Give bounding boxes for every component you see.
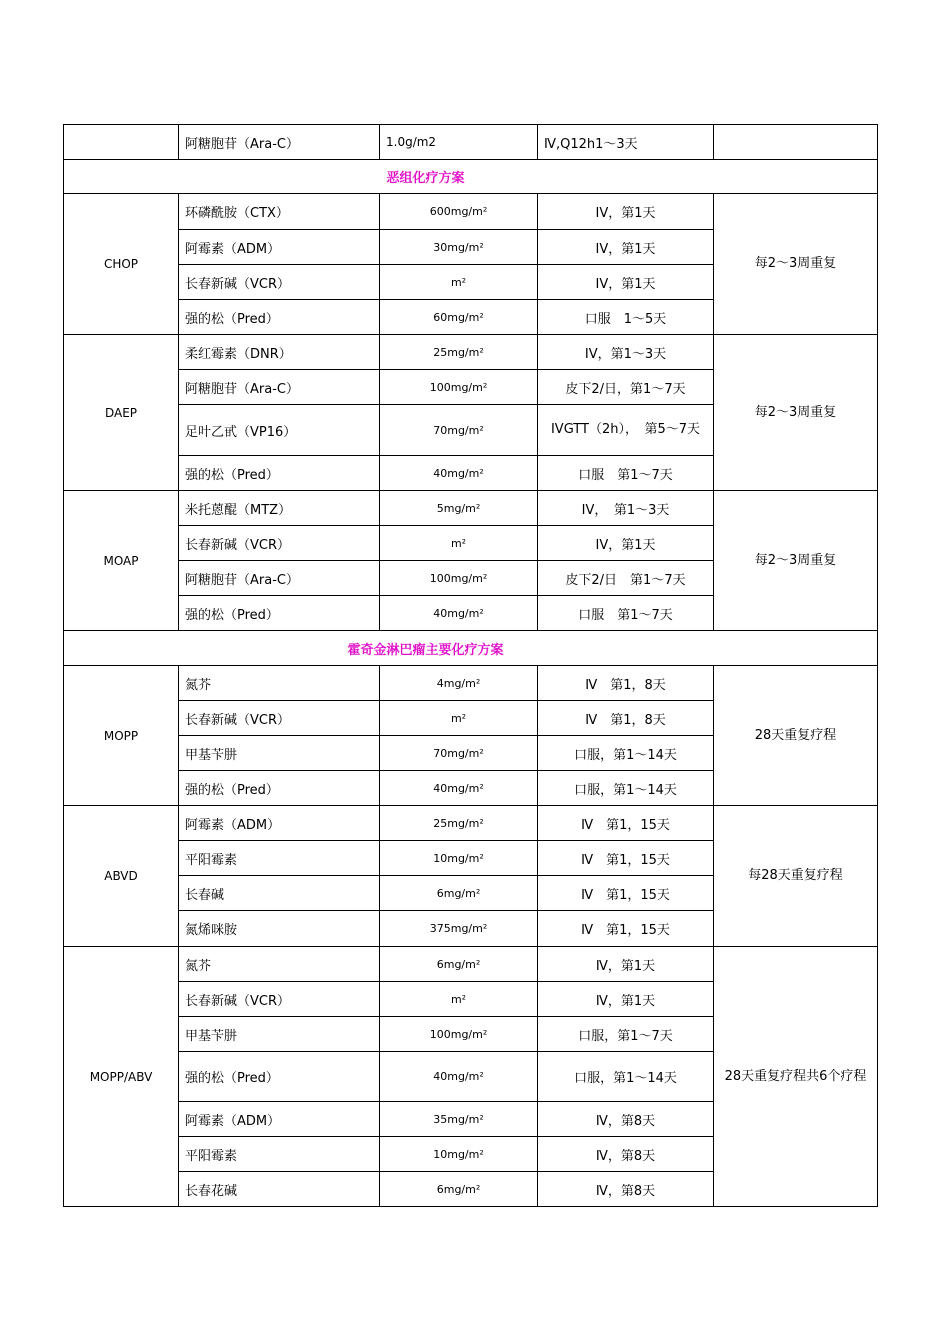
drug-cell: 氮烯咪胺 — [179, 911, 380, 947]
table-row — [64, 666, 878, 701]
drug-cell: 强的松（Pred） — [179, 771, 380, 806]
regimen-name: MOPP — [64, 666, 179, 806]
dose-cell: 6mg/m² — [380, 1172, 538, 1207]
dose-cell: 10mg/m² — [380, 1137, 538, 1172]
route-cell: 皮下2/日 第1～7天 — [538, 561, 714, 596]
route-cell: 口服 第1～7天 — [538, 596, 714, 631]
drug-cell: 平阳霉素 — [179, 1137, 380, 1172]
route-cell: Ⅳ 第1，15天 — [538, 876, 714, 911]
section-header-row — [64, 631, 878, 666]
route-cell: 口服，第1～7天 — [538, 1017, 714, 1052]
drug-cell: 米托蒽醌（MTZ） — [179, 491, 380, 526]
route-cell: 皮下2/日，第1～7天 — [538, 370, 714, 405]
route-cell: Ⅳ，第8天 — [538, 1137, 714, 1172]
route-cell: 口服 第1～7天 — [538, 456, 714, 491]
route-cell: 口服，第1～14天 — [538, 736, 714, 771]
route-cell: Ⅳ，第1天 — [538, 947, 714, 982]
dose-cell: 70mg/m² — [380, 736, 538, 771]
dose-cell: 6mg/m² — [380, 876, 538, 911]
drug-cell: 平阳霉素 — [179, 841, 380, 876]
route-cell: IV， 第1～3天 — [538, 491, 714, 526]
route-cell: IV，第1～3天 — [538, 335, 714, 370]
dose-cell: 40mg/m² — [380, 596, 538, 631]
dose-cell: 35mg/m² — [380, 1102, 538, 1137]
drug-cell: 柔红霉素（DNR） — [179, 335, 380, 370]
drug-cell: 长春新碱（VCR） — [179, 982, 380, 1017]
drug-cell: 强的松（Pred） — [179, 1052, 380, 1102]
regimen-name: MOAP — [64, 491, 179, 631]
route-cell: Ⅳ,Q12h1～3天 — [538, 125, 714, 160]
dose-cell: 25mg/m² — [380, 806, 538, 841]
route-cell: Ⅳ 第1，8天 — [538, 666, 714, 701]
table-row — [64, 806, 878, 841]
cycle-cell: 每2～3周重复 — [714, 194, 878, 335]
drug-cell: 氮芥 — [179, 947, 380, 982]
dose-cell: 100mg/m² — [380, 561, 538, 596]
route-cell: IV，第1天 — [538, 265, 714, 300]
route-cell: 口服，第1～14天 — [538, 1052, 714, 1102]
dose-cell: 60mg/m² — [380, 300, 538, 335]
drug-cell: 长春花碱 — [179, 1172, 380, 1207]
dose-cell: 5mg/m² — [380, 491, 538, 526]
regimen-name: ABVD — [64, 806, 179, 947]
dose-cell: 30mg/m² — [380, 230, 538, 265]
dose-cell: 10mg/m² — [380, 841, 538, 876]
route-cell: Ⅳ，第1天 — [538, 982, 714, 1017]
route-cell: Ⅳ 第1，15天 — [538, 806, 714, 841]
drug-cell: 阿霉素（ADM） — [179, 1102, 380, 1137]
drug-cell: 强的松（Pred） — [179, 596, 380, 631]
dose-cell: 40mg/m² — [380, 771, 538, 806]
dose-cell: 40mg/m² — [380, 456, 538, 491]
dose-cell: 70mg/m² — [380, 405, 538, 456]
drug-cell: 长春碱 — [179, 876, 380, 911]
dose-cell: 6mg/m² — [380, 947, 538, 982]
drug-cell: 阿糖胞苷（Ara-C） — [179, 125, 380, 160]
drug-cell: 阿霉素（ADM） — [179, 230, 380, 265]
dose-cell: m² — [380, 526, 538, 561]
drug-cell: 氮芥 — [179, 666, 380, 701]
cycle-cell — [714, 125, 878, 160]
dose-cell: m² — [380, 701, 538, 736]
table-row — [64, 194, 878, 230]
cycle-cell: 28天重复疗程 — [714, 666, 878, 806]
drug-cell: 甲基苄肼 — [179, 736, 380, 771]
dose-cell: 600mg/m² — [380, 194, 538, 230]
regimen-name: MOPP/ABV — [64, 947, 179, 1207]
dose-cell: 375mg/m² — [380, 911, 538, 947]
dose-cell: 40mg/m² — [380, 1052, 538, 1102]
regimen-name-cell — [64, 125, 179, 160]
route-cell: Ⅳ 第1，8天 — [538, 701, 714, 736]
dose-cell: m² — [380, 982, 538, 1017]
drug-cell: 环磷酰胺（CTX） — [179, 194, 380, 230]
cycle-cell: 每2～3周重复 — [714, 491, 878, 631]
section-title: 霍奇金淋巴瘤主要化疗方案 — [64, 631, 878, 666]
dose-cell: 25mg/m² — [380, 335, 538, 370]
route-cell: Ⅳ，第8天 — [538, 1102, 714, 1137]
route-cell: IV，第1天 — [538, 194, 714, 230]
drug-cell: 足叶乙甙（VP16） — [179, 405, 380, 456]
drug-cell: 长春新碱（VCR） — [179, 526, 380, 561]
regimen-name: CHOP — [64, 194, 179, 335]
drug-cell: 阿糖胞苷（Ara-C） — [179, 561, 380, 596]
drug-cell: 强的松（Pred） — [179, 456, 380, 491]
dose-cell: 100mg/m² — [380, 1017, 538, 1052]
drug-cell: 长春新碱（VCR） — [179, 701, 380, 736]
regimen-name: DAEP — [64, 335, 179, 491]
dose-cell: 1.0g/m2 — [380, 125, 538, 160]
cycle-cell: 每2～3周重复 — [714, 335, 878, 491]
dose-cell: m² — [380, 265, 538, 300]
drug-cell: 阿霉素（ADM） — [179, 806, 380, 841]
section-title: 恶组化疗方案 — [64, 160, 878, 194]
route-cell: IV，第1天 — [538, 526, 714, 561]
table-row — [64, 947, 878, 982]
drug-cell: 甲基苄肼 — [179, 1017, 380, 1052]
table-row — [64, 125, 878, 160]
route-cell: Ⅳ 第1，15天 — [538, 841, 714, 876]
chemotherapy-regimen-table — [63, 124, 878, 1207]
route-cell: IVGTT（2h）， 第5～7天 — [538, 405, 714, 456]
drug-cell: 长春新碱（VCR） — [179, 265, 380, 300]
route-cell: 口服，第1～14天 — [538, 771, 714, 806]
section-header-row — [64, 160, 878, 194]
dose-cell: 4mg/m² — [380, 666, 538, 701]
table-row — [64, 335, 878, 370]
route-cell: Ⅳ 第1，15天 — [538, 911, 714, 947]
cycle-cell: 28天重复疗程共6个疗程 — [714, 947, 878, 1207]
drug-cell: 强的松（Pred） — [179, 300, 380, 335]
route-cell: IV，第1天 — [538, 230, 714, 265]
dose-cell: 100mg/m² — [380, 370, 538, 405]
route-cell: Ⅳ，第8天 — [538, 1172, 714, 1207]
table-row — [64, 491, 878, 526]
drug-cell: 阿糖胞苷（Ara-C） — [179, 370, 380, 405]
cycle-cell: 每28天重复疗程 — [714, 806, 878, 947]
route-cell: 口服 1～5天 — [538, 300, 714, 335]
